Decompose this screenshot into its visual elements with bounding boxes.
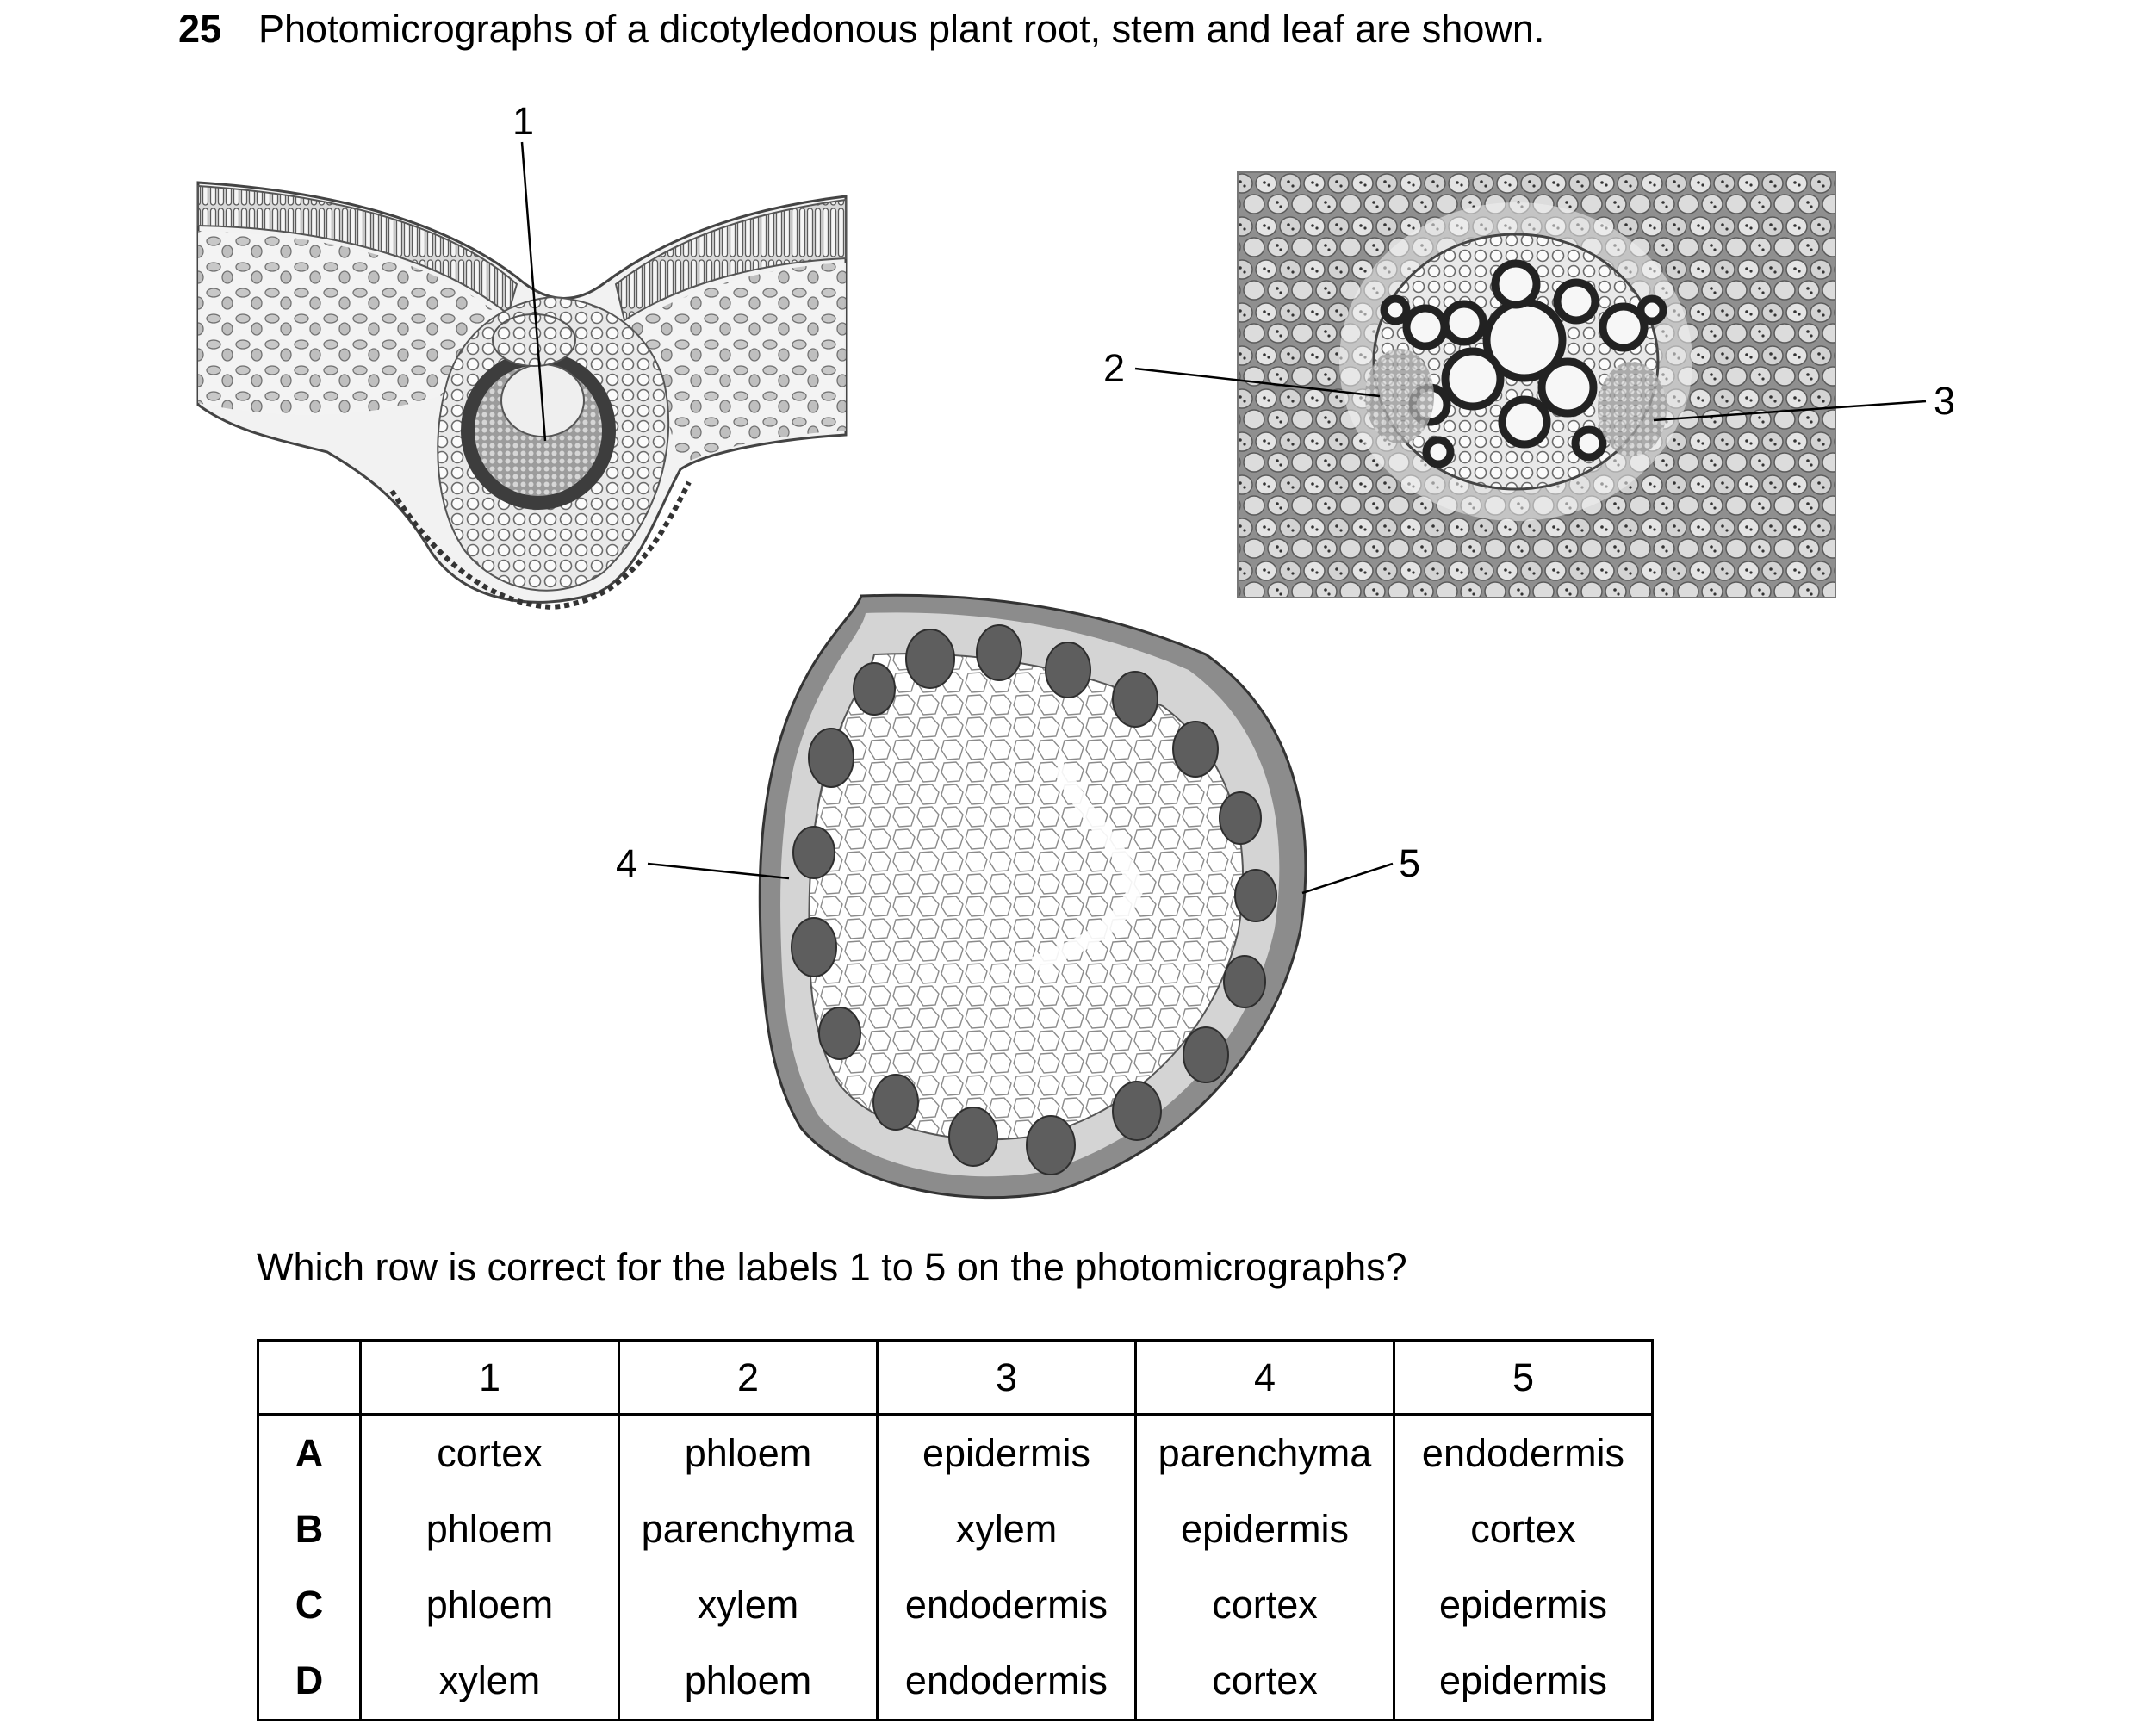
table-cell: phloem (619, 1643, 878, 1720)
leader-line-5 (1302, 864, 1393, 893)
table-cell: phloem (361, 1567, 619, 1643)
table-cell: phloem (361, 1491, 619, 1567)
table-row (258, 1643, 1653, 1720)
figure-label-1: 1 (512, 99, 535, 143)
figure-label-2: 2 (1103, 346, 1126, 390)
table-header-cell: 1 (361, 1341, 619, 1415)
table-cell: epidermis (1394, 1567, 1653, 1643)
table-cell: epidermis (878, 1415, 1136, 1492)
leaf-section-image (198, 183, 846, 607)
figure-label-3: 3 (1934, 379, 1956, 423)
table-cell: phloem (619, 1415, 878, 1492)
row-key: D (258, 1643, 361, 1720)
figure-label-4: 4 (616, 841, 638, 885)
question-number: 25 (178, 7, 222, 51)
answer-table (257, 1339, 1654, 1721)
table-cell: xylem (878, 1491, 1136, 1567)
table-row (258, 1567, 1653, 1643)
question-text: Photomicrographs of a dicotyledonous plant root, stem and leaf are shown. (258, 7, 1545, 51)
table-cell: endodermis (878, 1643, 1136, 1720)
root-section-image (1238, 172, 1835, 598)
table-cell: cortex (1394, 1491, 1653, 1567)
table-cell: xylem (361, 1643, 619, 1720)
row-key: A (258, 1415, 361, 1492)
table-cell: endodermis (878, 1567, 1136, 1643)
row-key: B (258, 1491, 361, 1567)
table-cell: epidermis (1136, 1491, 1394, 1567)
table-header-cell: 5 (1394, 1341, 1653, 1415)
table-cell: xylem (619, 1567, 878, 1643)
table-cell: cortex (361, 1415, 619, 1492)
table-row (258, 1491, 1653, 1567)
table-header-cell (258, 1341, 361, 1415)
table-header-cell: 2 (619, 1341, 878, 1415)
table-row (258, 1415, 1653, 1492)
table-cell: parenchyma (1136, 1415, 1394, 1492)
table-cell: parenchyma (619, 1491, 878, 1567)
table-header-row (258, 1341, 1653, 1415)
table-cell: cortex (1136, 1643, 1394, 1720)
table-cell: cortex (1136, 1567, 1394, 1643)
figure-label-5: 5 (1399, 841, 1421, 885)
row-key: C (258, 1567, 361, 1643)
table-cell: epidermis (1394, 1643, 1653, 1720)
table-cell: endodermis (1394, 1415, 1653, 1492)
table-header-cell: 3 (878, 1341, 1136, 1415)
stem-section-image (760, 595, 1306, 1197)
table-header-cell: 4 (1136, 1341, 1394, 1415)
question-prompt: Which row is correct for the labels 1 to 5 on the photomicrographs? (257, 1245, 1407, 1289)
